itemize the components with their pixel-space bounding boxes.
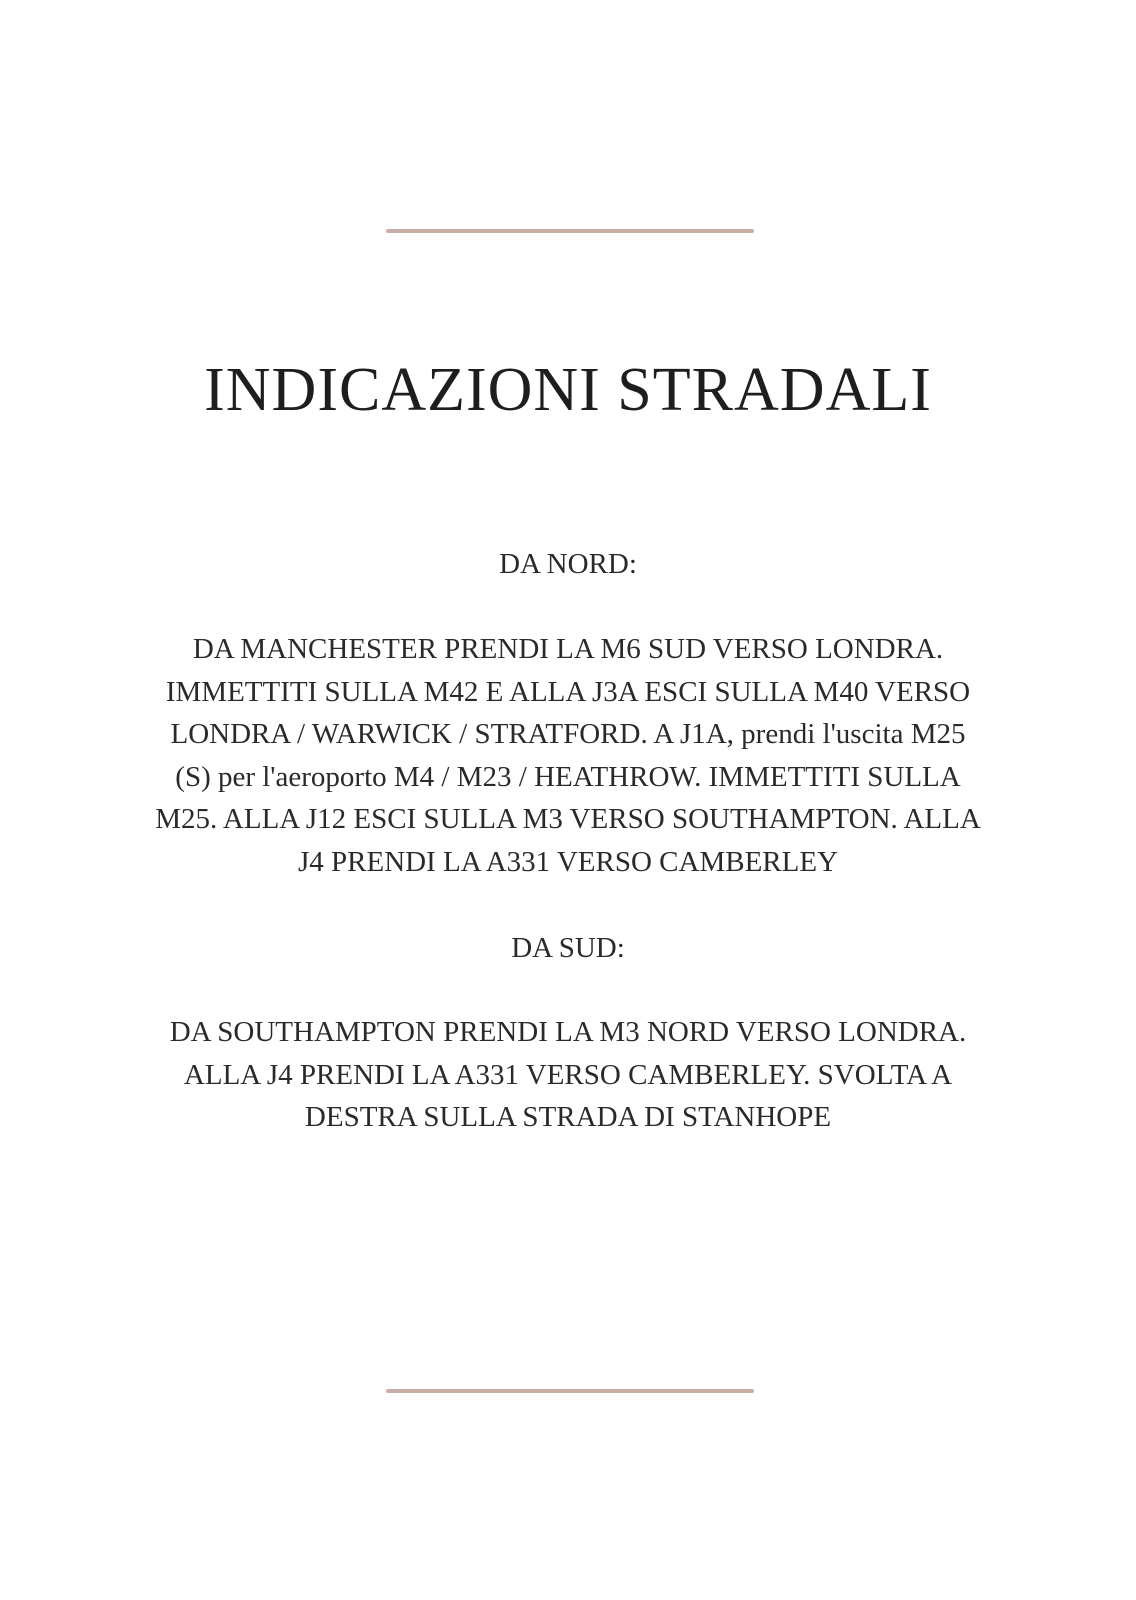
- north-heading: DA NORD:: [499, 548, 637, 580]
- south-heading: DA SUD:: [511, 932, 625, 964]
- page-title: INDICAZIONI STRADALI: [204, 356, 932, 424]
- north-line: IMMETTITI SULLA M42 E ALLA J3A ESCI SULLA M40 VERSO: [165, 675, 971, 708]
- north-directions: [94, 628, 1042, 883]
- south-line: DESTRA SULLA STRADA DI STANHOPE: [304, 1101, 832, 1133]
- south-line: DA SOUTHAMPTON PRENDI LA M3 NORD VERSO LONDRA.: [169, 1016, 967, 1048]
- south-line: ALLA J4 PRENDI LA A331 VERSO CAMBERLEY. SVOLTA A: [183, 1058, 953, 1091]
- south-directions: [94, 1011, 1042, 1139]
- north-line: DA MANCHESTER PRENDI LA M6 SUD VERSO LONDRA.: [192, 633, 944, 665]
- top-divider: [386, 229, 754, 233]
- north-line: (S) per l'aeroporto M4 / M23 / HEATHROW. IMMETTITI SULLA: [175, 760, 961, 793]
- bottom-divider: [386, 1389, 754, 1393]
- north-line: LONDRA / WARWICK / STRATFORD. A J1A, prendi l'uscita M25: [170, 718, 966, 750]
- north-line: J4 PRENDI LA A331 VERSO CAMBERLEY: [297, 845, 839, 878]
- north-line: M25. ALLA J12 ESCI SULLA M3 VERSO SOUTHAMPTON. ALLA: [155, 803, 981, 835]
